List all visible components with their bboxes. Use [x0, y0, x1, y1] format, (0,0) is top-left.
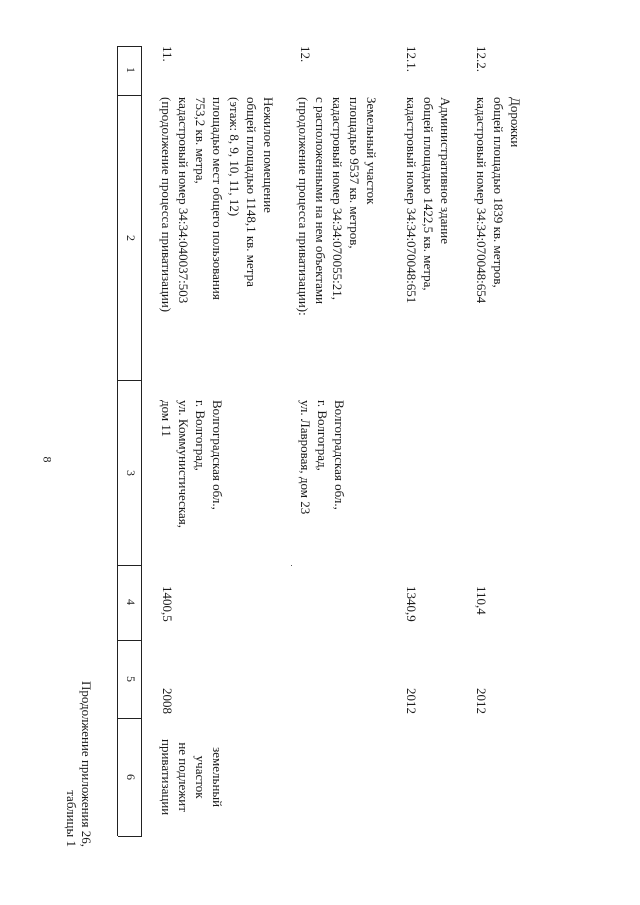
header-col-3: 3	[124, 470, 138, 476]
continuation-line-1: Продолжение приложения 26,	[79, 680, 94, 847]
col-divider-2	[118, 95, 142, 96]
col-divider-4	[118, 565, 142, 566]
col-divider-7	[118, 836, 142, 837]
row-12-address: Волгоградская обл., г. Волгоград, ул. Лавровая, дом 23	[298, 400, 347, 515]
row-12-num: 12.	[298, 46, 313, 63]
row-11-num: 11.	[160, 46, 175, 62]
row-12-2-num: 12.2.	[474, 46, 489, 72]
header-col-1: 1	[124, 67, 138, 73]
row-12-1-area: 1340,9	[404, 586, 419, 622]
row-12-2-year: 2012	[474, 688, 489, 714]
row-12-name: Земельный участок площадью 9537 кв. метров, кадастровый номер 34:34:070055:21, с расположенными на нем объектами (продолжение процесса приватизации):	[296, 97, 379, 316]
continuation-line-2: таблицы 1	[64, 790, 79, 847]
col-divider-1	[118, 46, 142, 47]
page-number: 8	[40, 456, 55, 463]
row-12-1-name: Административное здание общей площадью 1422,5 кв. метра, кадастровый номер 34:34:070048:651	[404, 97, 453, 304]
row-12-2-name: Дорожки общей площадью 1839 кв. метров, кадастровый номер 34:34:070048:654	[474, 97, 523, 304]
col-divider-5	[118, 640, 142, 641]
row-12-1-year: 2012	[404, 688, 419, 714]
header-col-6: 6	[124, 774, 138, 780]
col-divider-6	[118, 718, 142, 719]
row-12-2-area: 110,4	[474, 586, 489, 615]
row-12-1-num: 12.1.	[404, 46, 419, 72]
row-11-note: земельный участок не подлежит приватизации	[159, 739, 225, 816]
stray-mark	[291, 565, 292, 566]
header-col-5: 5	[124, 676, 138, 682]
row-11-address: Волгоградская обл., г. Волгоград, ул. Коммунистическая, дом 11	[159, 400, 225, 528]
header-col-2: 2	[124, 235, 138, 241]
row-11-name: Нежилое помещение общей площадью 1148,1 кв. метра (этаж: 8, 9, 10, 11, 12) площадью мест общего пользования 753,2 кв. метра, кадастровый номер 34:34:040037:503 (продолжение процесса приватизации)	[159, 97, 276, 313]
col-divider-3	[118, 380, 142, 381]
row-11-year: 2008	[160, 688, 175, 714]
header-col-4: 4	[124, 599, 138, 605]
row-11-area: 1400,5	[160, 586, 175, 622]
continuation-note	[64, 527, 94, 847]
